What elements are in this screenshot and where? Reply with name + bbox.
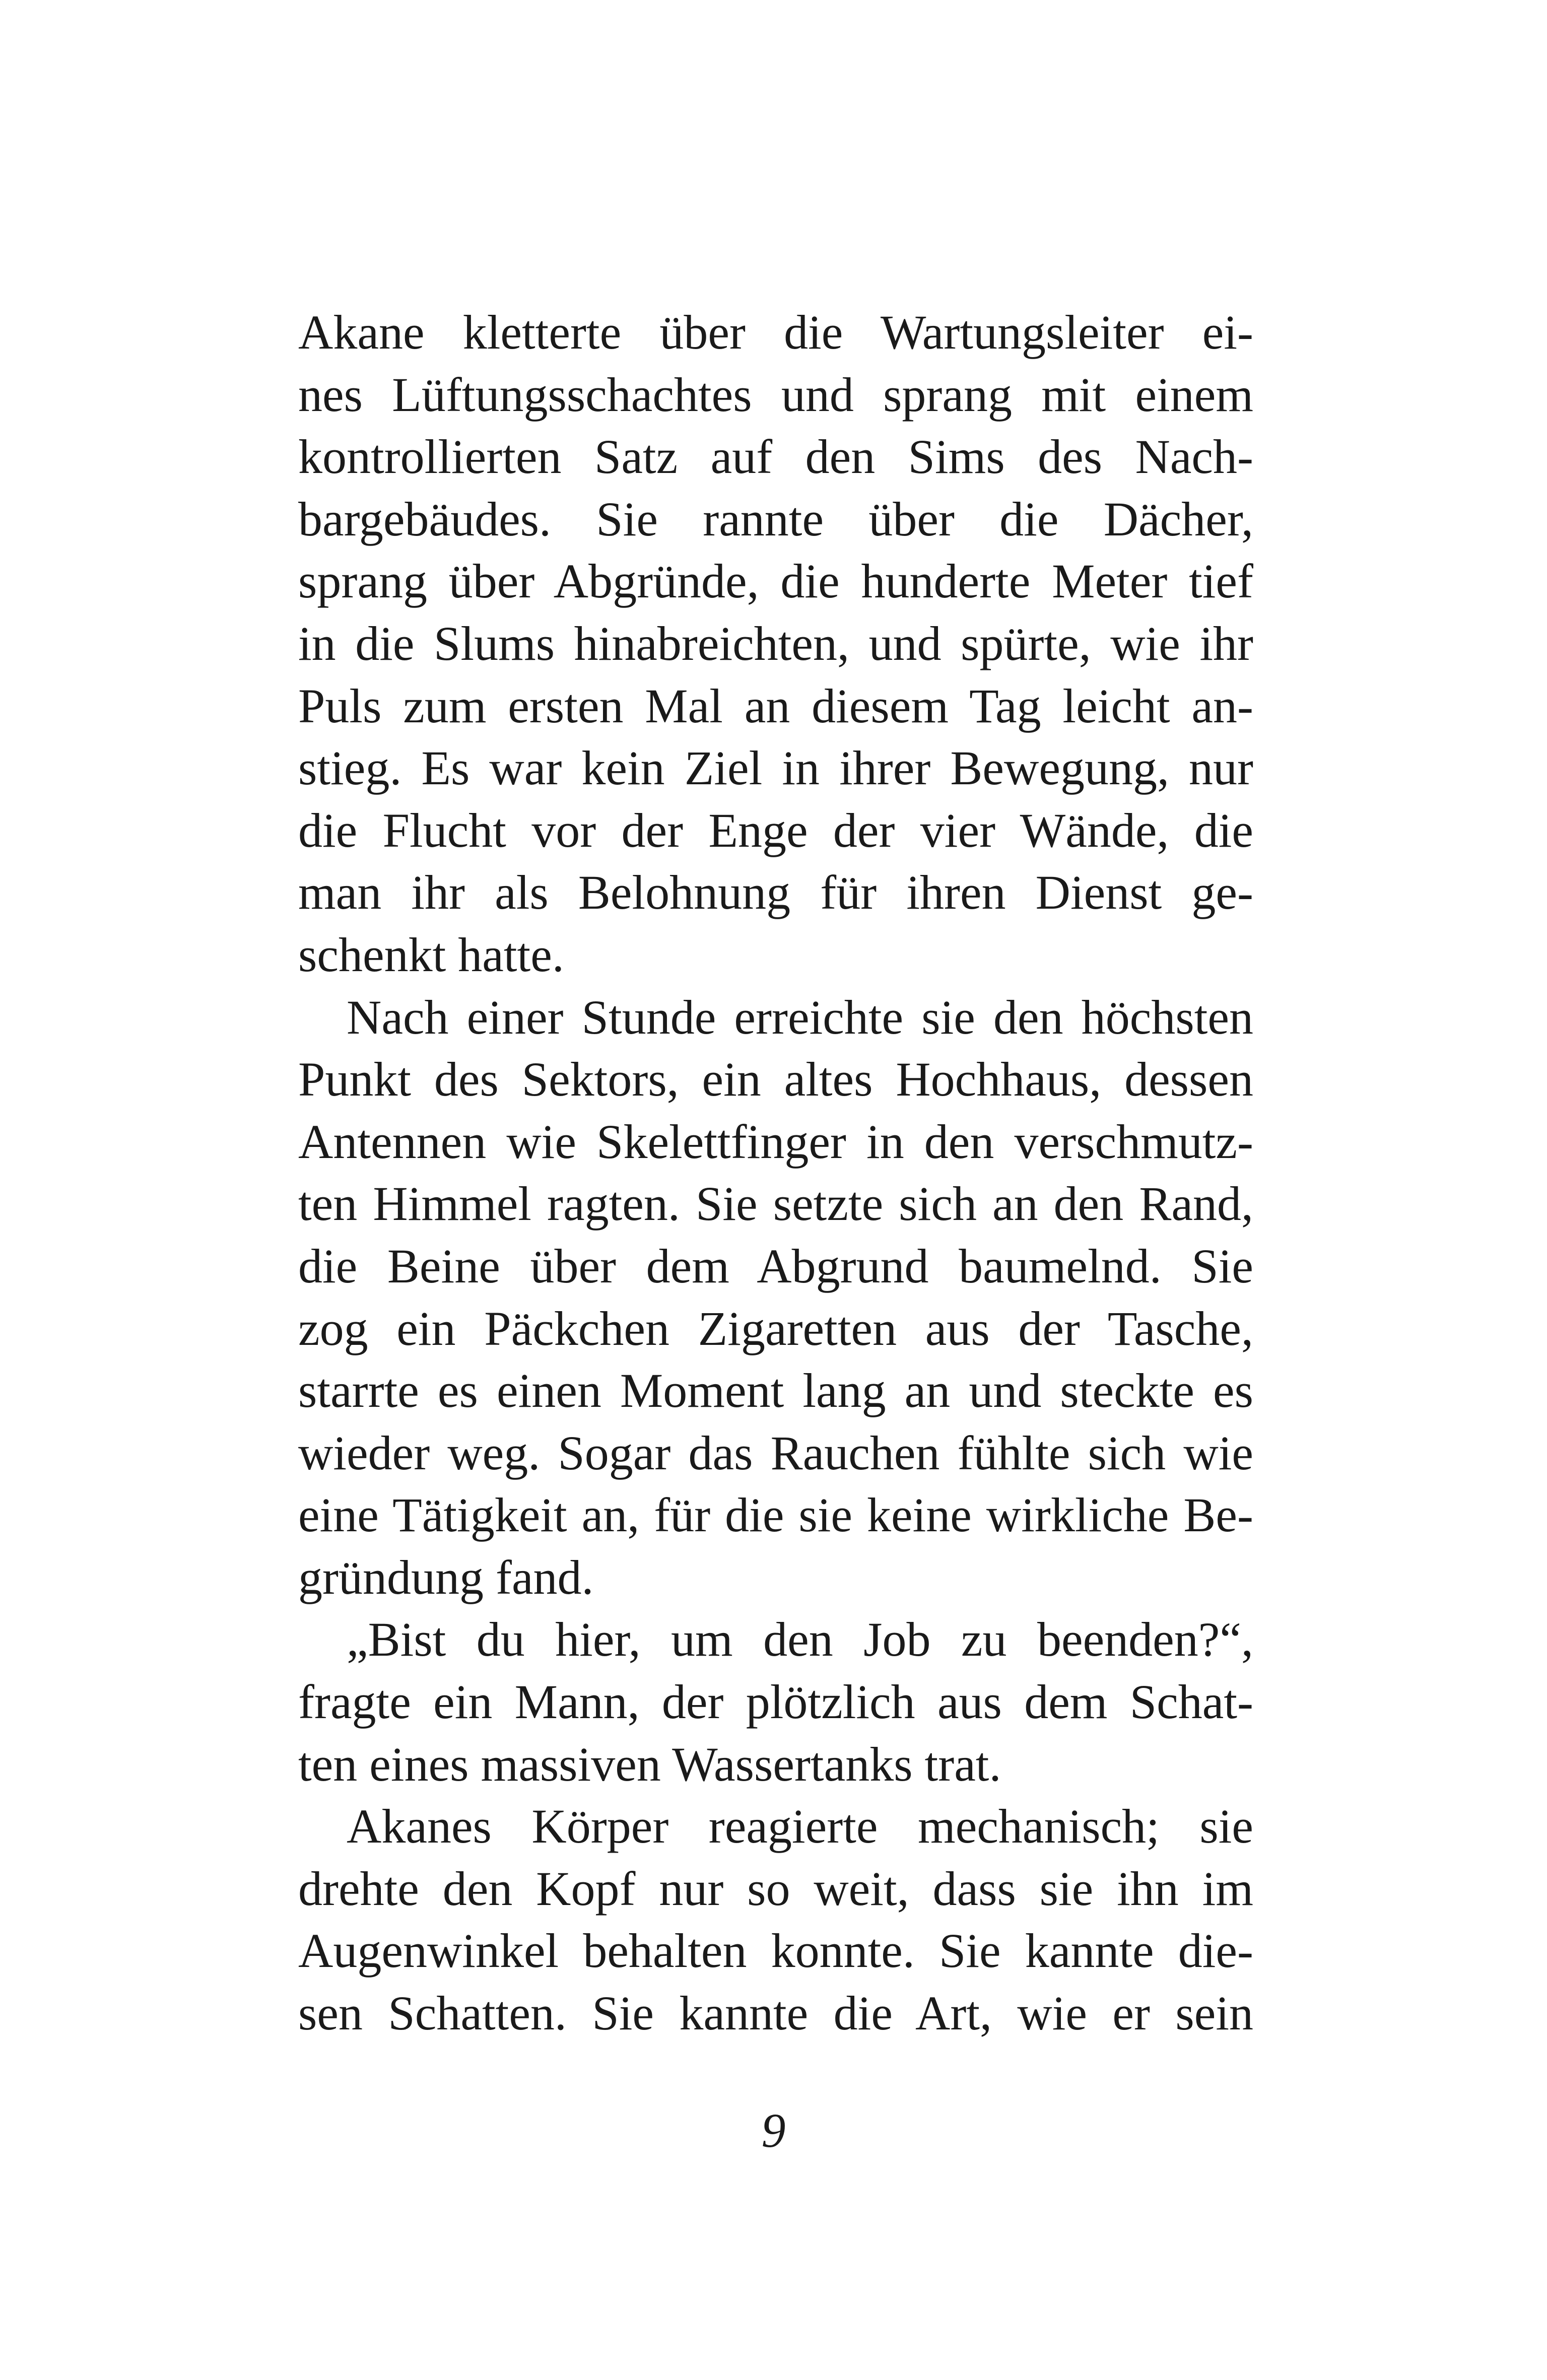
text-line: Punkt des Sektors, ein altes Hochhaus, dessen [298, 1052, 1253, 1107]
text-line: bargebäudes. Sie rannte über die Dächer, [298, 492, 1253, 546]
text-line: starrte es einen Moment lang an und steckte es [298, 1364, 1253, 1418]
text-line: wieder weg. Sogar das Rauchen fühlte sich wie [298, 1425, 1253, 1480]
text-line: Augenwinkel behalten konnte. Sie kannte die- [298, 1924, 1253, 1978]
text-line: Puls zum ersten Mal an diesem Tag leicht an- [298, 678, 1253, 733]
text-line: gründung fand. [298, 1550, 594, 1604]
text-line: drehte den Kopf nur so weit, dass sie ihn im [298, 1861, 1253, 1916]
text-line: eine Tätigkeit an, für die sie keine wirkliche Be- [298, 1488, 1253, 1542]
page-number: 9 [761, 2103, 786, 2157]
text-line: ten Himmel ragten. Sie setzte sich an den Rand, [298, 1177, 1253, 1231]
text-line: Nach einer Stunde erreichte sie den höchsten [347, 990, 1253, 1044]
paragraph [298, 1795, 1253, 2044]
paragraph [298, 301, 1253, 986]
text-line: ten eines massiven Wassertanks trat. [298, 1737, 1001, 1791]
text-line: nes Lüftungsschachtes und sprang mit einem [298, 367, 1253, 422]
text-line: kontrollierten Satz auf den Sims des Nach- [298, 430, 1253, 484]
text-line: in die Slums hinabreichten, und spürte, wie ihr [298, 616, 1253, 670]
text-line: sen Schatten. Sie kannte die Art, wie er sein [298, 1986, 1253, 2041]
text-line: Akane kletterte über die Wartungsleiter ei- [298, 305, 1253, 359]
text-line: fragte ein Mann, der plötzlich aus dem Schat- [298, 1675, 1253, 1729]
text-line: man ihr als Belohnung für ihren Dienst ge- [298, 865, 1253, 920]
paragraph [298, 986, 1253, 1609]
text-line: Akanes Körper reagierte mechanisch; sie [347, 1799, 1253, 1854]
text-line: „Bist du hier, um den Job zu beenden?“, [347, 1612, 1253, 1667]
paragraph [298, 1608, 1253, 1795]
text-line: schenkt hatte. [298, 927, 564, 982]
text-line: die Beine über dem Abgrund baumelnd. Sie [298, 1239, 1253, 1293]
text-line: stieg. Es war kein Ziel in ihrer Bewegung, nur [298, 741, 1253, 795]
text-line: zog ein Päckchen Zigaretten aus der Tasche, [298, 1301, 1253, 1355]
body-text [298, 301, 1253, 2045]
text-line: sprang über Abgründe, die hunderte Meter tief [298, 554, 1253, 608]
text-line: Antennen wie Skelettfinger in den verschmutz- [298, 1114, 1253, 1169]
text-line: die Flucht vor der Enge der vier Wände, die [298, 803, 1253, 857]
